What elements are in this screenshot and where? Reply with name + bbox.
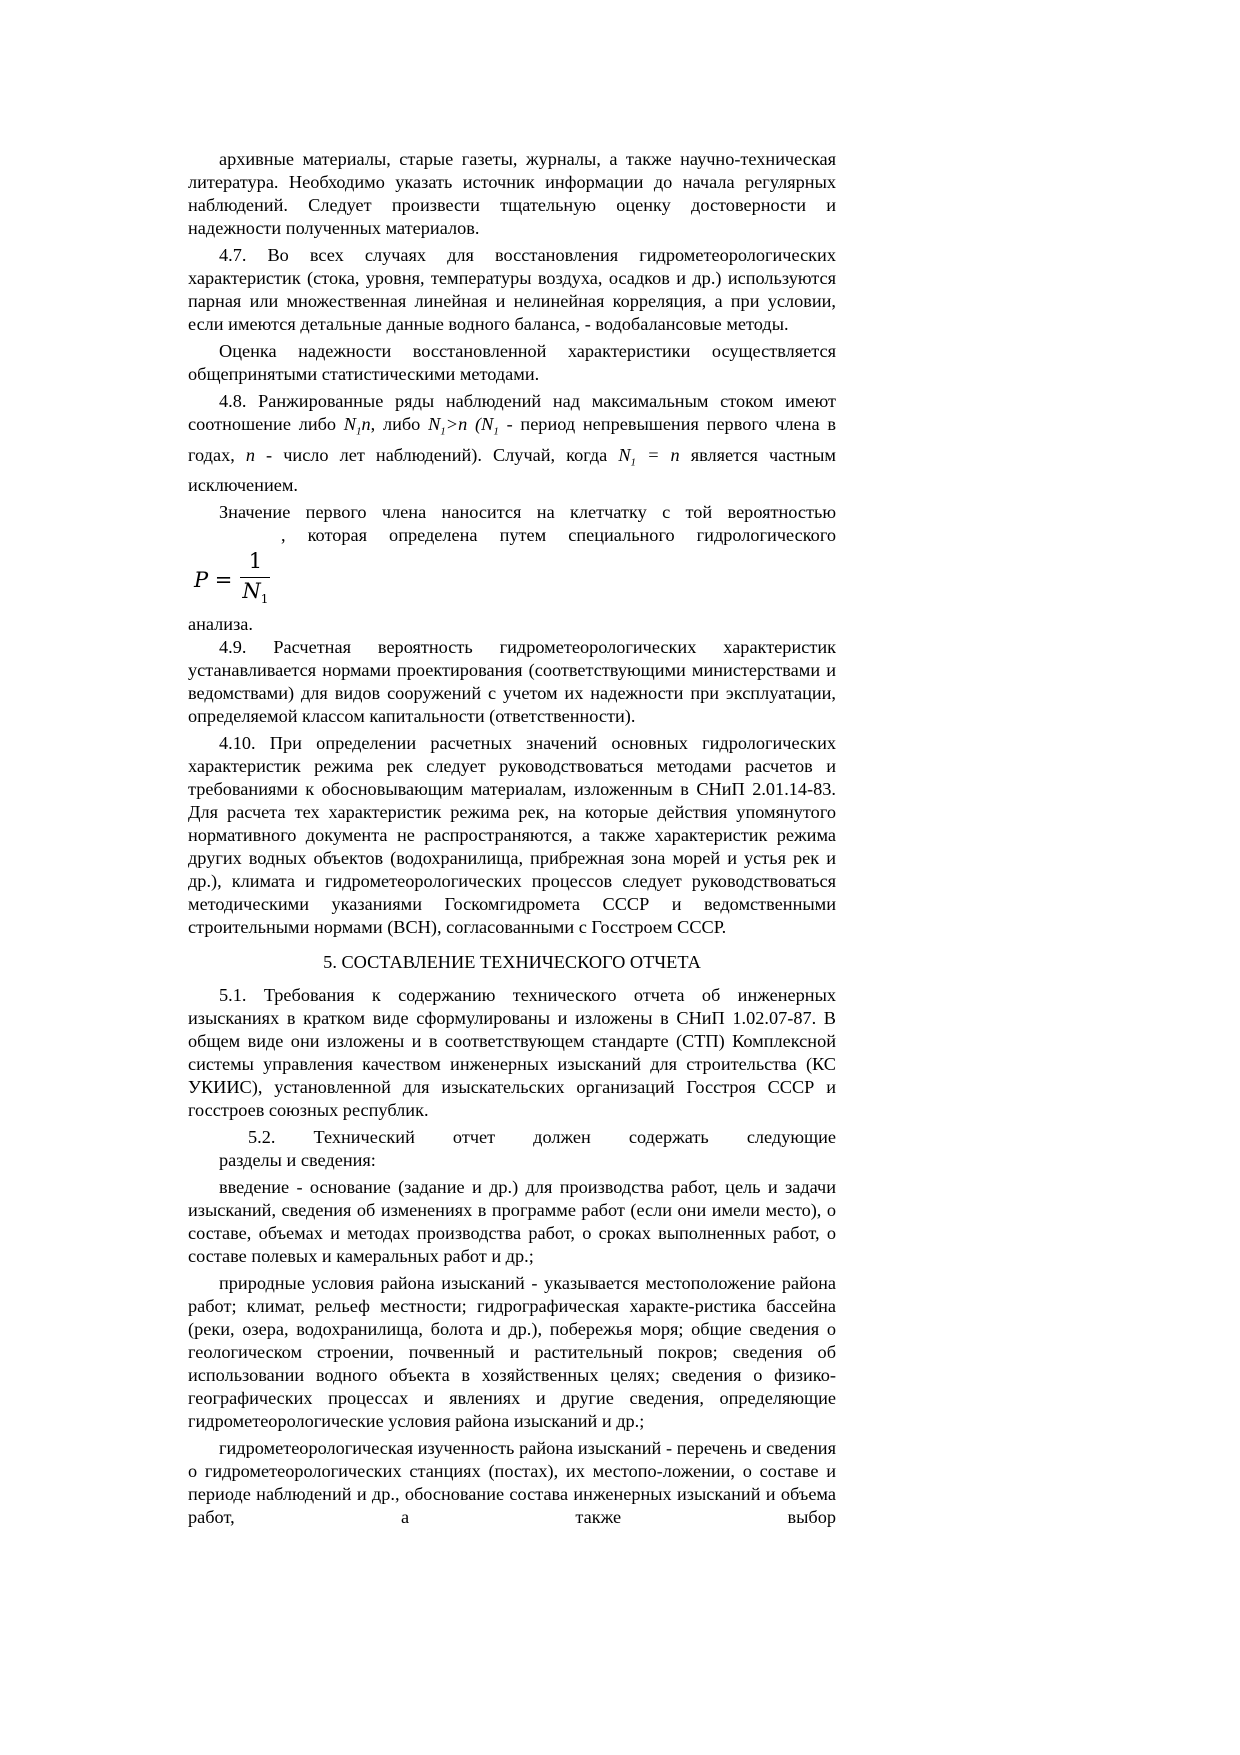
paragraph-4-10: 4.10. При определении расчетных значений основных гидрологических характеристик режима рек следует руководствоваться методами расчетов и требованиями к обосновывающим материалам, изложенным в СНиП 2.01.14-83. Для расчета тех характеристик режима рек, на которые действия упомянутого нормативного документа не распространяются, а также характеристик режима других водных объектов (водохранилища, прибрежная зона морей и устья рек и др.), климата и гидрометеорологических процессов следует руководствоваться методическими указаниями Госкомгидромета СССР и ведомственными строительными нормами (ВСН), согласованными с Госстроем СССР. bbox=[188, 733, 836, 938]
paragraph-hydromet-knowledge: гидрометеорологическая изученность района изысканий - перечень и сведения о гидрометеорологических станциях (постах), их местопо-ложении, о составе и периоде наблюдений и др., обоснование состава инженерных изысканий и объема работ, а также выбор bbox=[188, 1438, 836, 1528]
probability-formula bbox=[194, 547, 836, 613]
math-variable: n bbox=[361, 414, 371, 434]
math-variable: N bbox=[618, 444, 631, 465]
paragraph-5-1: 5.1. Требования к содержанию технического отчета об инженерных изысканиях в кратком виде сформулированы и изложены в СНиП 1.02.07-87. В общем виде они изложены и в соответствующем стандарте (СТП) Комплексной системы управления качеством инженерных изысканий для строительства (КС УКИИС), установленной для изыскательских организаций Госстроя СССР и госстроев союзных республик. bbox=[188, 985, 836, 1121]
text-segment: = bbox=[636, 444, 671, 465]
relation-symbol: > bbox=[445, 414, 459, 434]
paragraph-4-9: 4.9. Расчетная вероятность гидрометеорологических характеристик устанавливается нормами проектирования (соответствующими министерствами и ведомствами) для видов сооружений с учетом их надежности при эксплуатации, определяемой классом капитальности (ответственности). bbox=[188, 637, 836, 727]
math-subscript: 1 bbox=[356, 425, 362, 438]
text-segment: 4.8. Ранжированные ряды наблюдений над максимальным стоком имеют соотношение либо bbox=[188, 391, 836, 434]
math-variable: N bbox=[428, 414, 441, 434]
paragraph-analysis-end: анализа. bbox=[188, 614, 253, 635]
paragraph-4-7: 4.7. Во всех случаях для восстановления гидрометеорологических характеристик (стока, уровня, температуры воздуха, осадков и др.) используются парная или множественная линейная и нелинейная корреляция, а при условии, если имеются детальные данные водного баланса, - водобалансовые методы. bbox=[188, 245, 836, 334]
paragraph-5-2-line2: разделы и сведения: bbox=[219, 1150, 376, 1171]
paragraph-archive-materials: архивные материалы, старые газеты, журналы, а также научно-техническая литература. Необходимо указать источник информации до начала регулярных наблюдений. Следует произвести тщательную оценку достоверности и надежности полученных материалов. bbox=[188, 149, 836, 238]
math-subscript: 1 bbox=[630, 456, 637, 469]
text-segment: - период непревышения первого члена в годах, bbox=[188, 414, 836, 465]
math-variable: n bbox=[670, 444, 680, 465]
formula-numerator: 1 bbox=[248, 548, 263, 573]
section-heading: 5. СОСТАВЛЕНИЕ ТЕХНИЧЕСКОГО ОТЧЕТА bbox=[323, 952, 701, 973]
text-segment: является частным исключением. bbox=[188, 444, 837, 496]
math-variable: N bbox=[481, 414, 494, 434]
text-segment: - число лет наблюдений). Случай, когда bbox=[255, 444, 619, 465]
document-body bbox=[188, 148, 836, 1529]
formula-denominator bbox=[242, 578, 268, 611]
paragraph-reliability-assessment: Оценка надежности восстановленной характеристики осуществляется общепринятыми статистическими методами. bbox=[188, 341, 836, 384]
math-variable: n bbox=[245, 444, 255, 465]
math-subscript: 1 bbox=[440, 425, 446, 438]
paragraph-introduction: введение - основание (задание и др.) для производства работ, цель и задачи изысканий, сведения об изменениях в программе работ (если они имели место), о составе, объемах и методах производства работ, о сроках выполненных работ, о составе полевых и камеральных работ и др.; bbox=[188, 1177, 836, 1267]
formula-fraction bbox=[240, 550, 270, 611]
text-segment: ( bbox=[467, 414, 482, 434]
text-segment: , которая определена путем специального гидрологического bbox=[281, 525, 836, 546]
paragraph-4-8 bbox=[188, 390, 836, 497]
formula-lhs: P = bbox=[194, 567, 233, 592]
denominator-subscript: 1 bbox=[260, 591, 269, 606]
paragraph-natural-conditions: природные условия района изысканий - указывается местоположение района работ; климат, рельеф местности; гидрографическая характе-ристика бассейна (реки, озера, водохранилища, болота и др.), побережья моря; общие сведения о геологическом строении, почвенный и растительный покров; сведения об использовании водного объекта в хозяйственных целях; сведения о физико-географических процессах и явлениях и другие сведения, определяющие гидрометеорологические условия района изысканий и др.; bbox=[188, 1273, 836, 1432]
text-segment: , либо bbox=[370, 414, 429, 434]
paragraph-5-2-line1: 5.2. Технический отчет должен содержать следующие bbox=[248, 1127, 836, 1148]
paragraph-first-member-line1: Значение первого члена наносится на клетчатку с той вероятностью bbox=[219, 502, 836, 523]
denominator-variable: N bbox=[242, 578, 261, 603]
math-subscript: 1 bbox=[493, 425, 499, 438]
paragraph-first-member-line2 bbox=[188, 524, 836, 547]
math-variable: N bbox=[343, 414, 356, 434]
math-variable: n bbox=[458, 414, 468, 434]
